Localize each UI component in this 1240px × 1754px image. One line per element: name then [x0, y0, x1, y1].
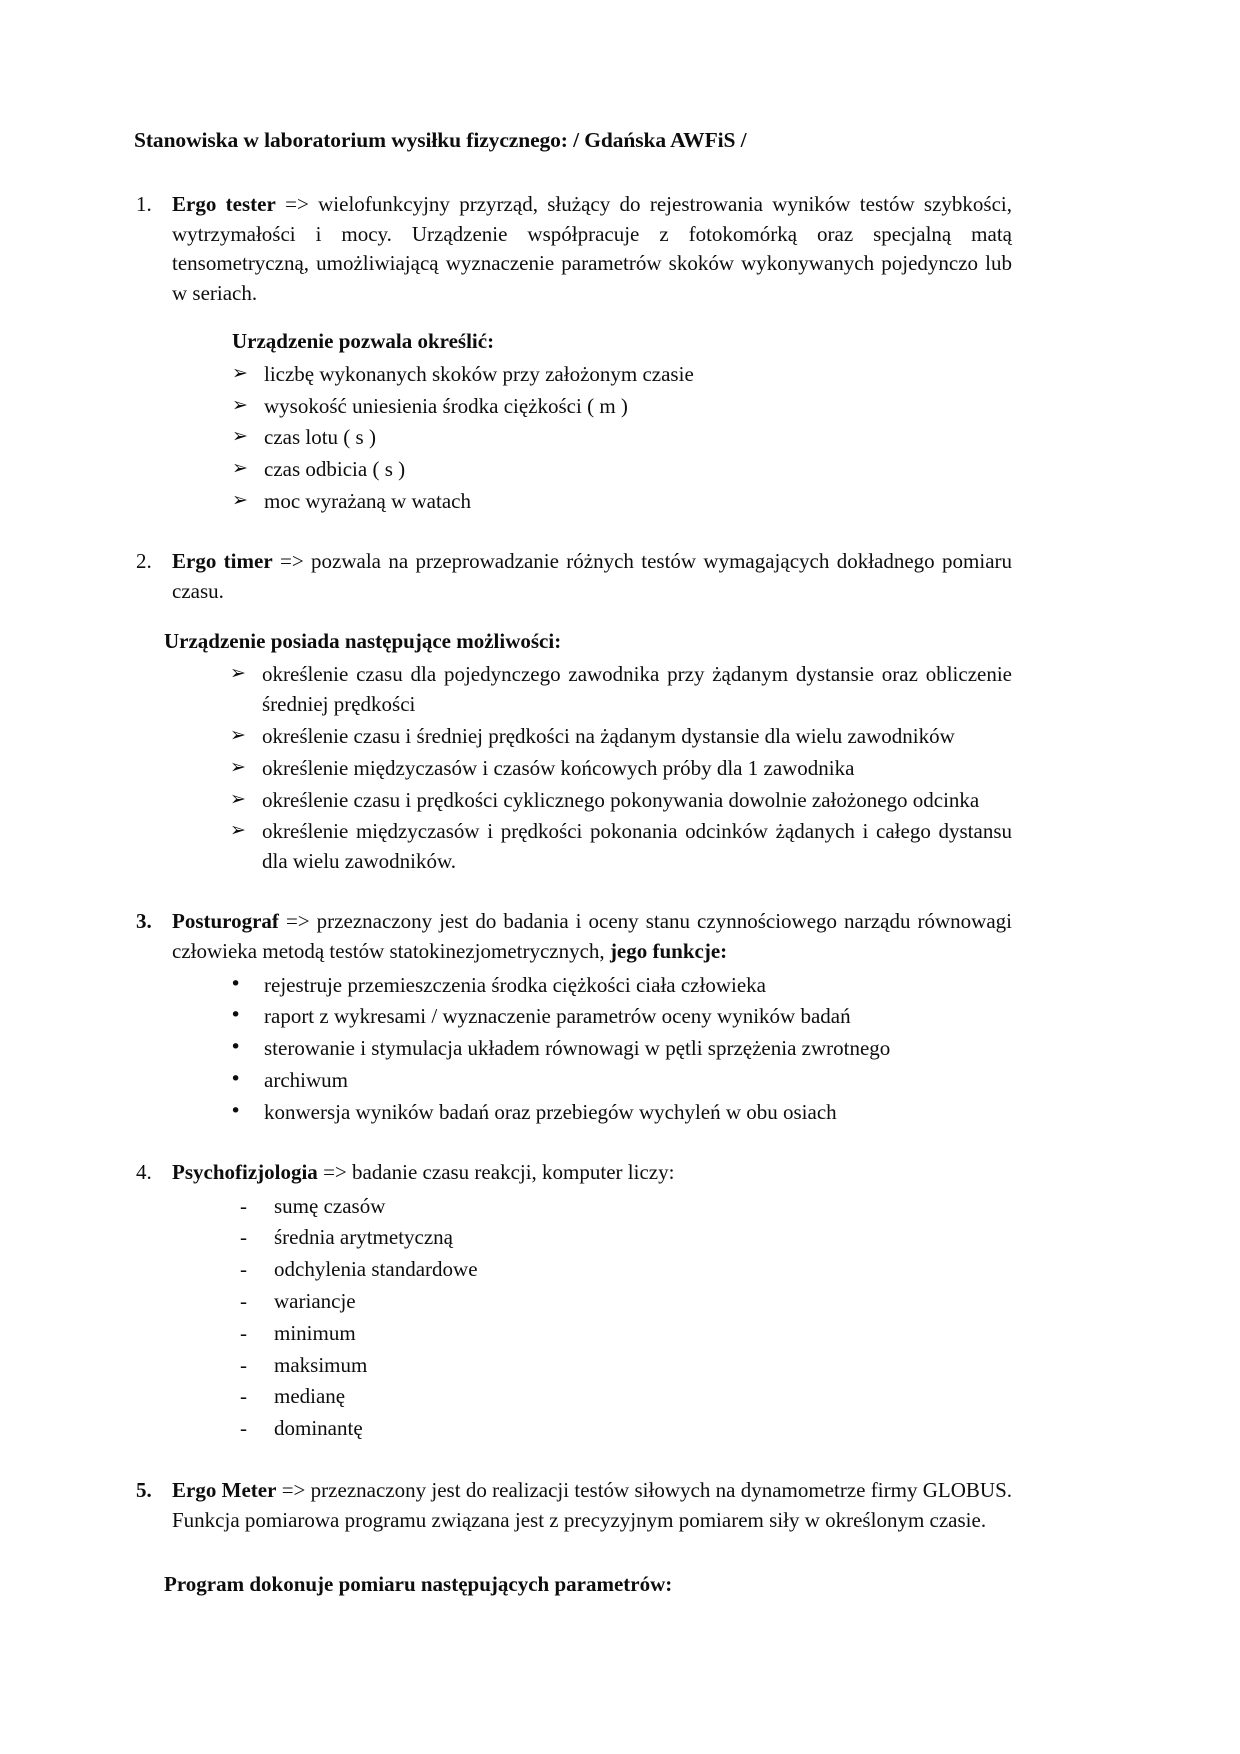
list-item — [230, 754, 1012, 784]
item-text: pozwala na przeprowadzanie różnych testów wymagających dokładnego pomiaru czasu. — [172, 548, 1013, 603]
list-item — [230, 1066, 1012, 1096]
dot-bullet-list — [230, 971, 1012, 1128]
list-item — [230, 971, 1012, 1001]
item-text: przeznaczony jest do badania i oceny stanu czynnościowego narządu równowagi człowieka metodą testów statokinezjometrycznych, — [172, 909, 1012, 963]
item-text-bold-tail: jego funkcje: — [609, 938, 728, 963]
list-item — [232, 455, 1012, 485]
list-item — [240, 1287, 1012, 1317]
list-item-label: dominantę — [274, 1416, 363, 1441]
list-item — [230, 786, 1012, 816]
dot-bullet-icon: • — [230, 1036, 242, 1059]
item-term: Ergo Meter — [172, 1478, 277, 1503]
list-item-label: określenie czasu i średniej prędkości na żądanym dystansie dla wielu zawodników — [262, 723, 955, 748]
section-5 — [134, 1476, 1012, 1536]
dash-bullet-icon: - — [240, 1384, 247, 1409]
arrow-glyph: => — [323, 1159, 347, 1184]
item-number: 1. — [136, 191, 152, 216]
list-item-label: określenie międzyczasów i czasów końcowych próby dla 1 zawodnika — [262, 755, 855, 780]
item-term: Posturograf — [172, 909, 279, 934]
arrow-bullet-icon: ➢ — [232, 489, 248, 512]
item-number: 5. — [136, 1478, 152, 1503]
list-item — [232, 487, 1012, 517]
item-body — [172, 190, 1012, 309]
section-3-sublist — [230, 971, 1012, 1128]
arrow-bullet-icon: ➢ — [230, 662, 246, 685]
list-item-label: określenie międzyczasów i prędkości pokonania odcinków żądanych i całego dystansu dla wielu zawodników. — [262, 819, 1012, 874]
item-body — [172, 547, 1012, 607]
list-item — [230, 722, 1012, 752]
dash-bullet-icon: - — [240, 1225, 247, 1250]
arrow-bullet-icon: ➢ — [230, 787, 246, 810]
list-item — [240, 1192, 1012, 1222]
numbered-item — [134, 190, 1012, 309]
list-item-label: maksimum — [274, 1352, 368, 1377]
list-item-label: rejestruje przemieszczenia środka ciężkości ciała człowieka — [264, 972, 766, 997]
item-body — [172, 1476, 1012, 1536]
list-item — [230, 1002, 1012, 1032]
item-term: Ergo timer — [172, 548, 273, 573]
list-item — [230, 660, 1012, 720]
item-number: 2. — [136, 548, 152, 573]
list-item-label: czas odbicia ( s ) — [264, 457, 406, 482]
arrow-bullet-icon: ➢ — [232, 393, 248, 416]
list-item-label: średnia arytmetyczną — [274, 1225, 453, 1250]
arrow-bullet-list — [230, 660, 1012, 877]
dash-bullet-icon: - — [240, 1257, 247, 1282]
item-number: 3. — [136, 909, 152, 934]
list-item — [232, 392, 1012, 422]
dash-bullet-icon: - — [240, 1288, 247, 1313]
section-2 — [134, 547, 1012, 877]
list-item-label: określenie czasu i prędkości cyklicznego pokonywania dowolnie założonego odcinka — [262, 787, 980, 812]
dash-bullet-icon: - — [240, 1193, 247, 1218]
list-item — [240, 1351, 1012, 1381]
list-item-label: odchylenia standardowe — [274, 1257, 478, 1282]
arrow-glyph: => — [285, 909, 310, 934]
list-item-label: wysokość uniesienia środka ciężkości ( m ) — [264, 393, 628, 418]
arrow-bullet-list — [232, 360, 1012, 517]
list-item — [240, 1319, 1012, 1349]
sublist-heading: Urządzenie posiada następujące możliwości: — [164, 628, 562, 653]
page-title: Stanowiska w laboratorium wysiłku fizycznego: / Gdańska AWFiS / — [134, 128, 747, 152]
list-item-label: moc wyrażaną w watach — [264, 489, 471, 514]
numbered-item — [134, 1158, 1012, 1188]
arrow-bullet-icon: ➢ — [232, 457, 248, 480]
list-item-label: medianę — [274, 1384, 346, 1409]
arrow-bullet-icon: ➢ — [230, 723, 246, 746]
section-4 — [134, 1158, 1012, 1444]
list-item-label: sterowanie i stymulacja układem równowagi w pętli sprzężenia zwrotnego — [264, 1036, 891, 1061]
list-item — [230, 1098, 1012, 1128]
dash-bullet-list — [240, 1192, 1012, 1445]
list-item — [240, 1255, 1012, 1285]
item-text: przeznaczony jest do realizacji testów siłowych na dynamometrze firmy GLOBUS. Funkcja pomiarowa programu związana jest z precyzyjnym pomiarem siły w określonym czasie. — [172, 1478, 1013, 1532]
arrow-bullet-icon: ➢ — [232, 425, 248, 448]
item-text: badanie czasu reakcji, komputer liczy: — [346, 1159, 675, 1184]
item-text: wielofunkcyjny przyrząd, służący do rejestrowania wyników testów szybkości, wytrzymałości i mocy. Urządzenie współpracuje z fotokomórką oraz specjalną matą tensometryczną, umożliwiającą wyznaczenie parametrów skoków wykonywanych pojedynczo lub w seriach. — [172, 191, 1013, 306]
list-item-label: wariancje — [274, 1288, 356, 1313]
list-item-label: sumę czasów — [274, 1193, 386, 1218]
list-item-label: konwersja wyników badań oraz przebiegów wychyleń w obu osiach — [264, 1099, 837, 1124]
arrow-glyph: => — [285, 191, 309, 216]
list-item — [232, 360, 1012, 390]
item-term: Psychofizjologia — [172, 1159, 318, 1184]
list-item-label: czas lotu ( s ) — [264, 425, 376, 450]
dot-bullet-icon: • — [230, 1068, 242, 1091]
dot-bullet-icon: • — [230, 1099, 242, 1122]
arrow-glyph: => — [281, 1478, 306, 1503]
list-item-label: raport z wykresami / wyznaczenie parametrów oceny wyników badań — [264, 1004, 851, 1029]
closing-heading: Program dokonuje pomiaru następujących parametrów: — [164, 1571, 673, 1596]
dash-bullet-icon: - — [240, 1352, 247, 1377]
section-2-sublist — [164, 627, 1012, 878]
arrow-bullet-icon: ➢ — [230, 819, 246, 842]
arrow-bullet-icon: ➢ — [232, 361, 248, 384]
dash-bullet-icon: - — [240, 1320, 247, 1345]
sublist-heading: Urządzenie pozwala określić: — [232, 329, 495, 354]
dot-bullet-icon: • — [230, 972, 242, 995]
list-item-label: minimum — [274, 1320, 356, 1345]
numbered-item — [134, 907, 1012, 967]
item-body — [172, 907, 1012, 967]
numbered-item — [134, 547, 1012, 607]
list-item — [240, 1382, 1012, 1412]
section-1 — [134, 190, 1012, 517]
list-item — [240, 1414, 1012, 1444]
list-item — [230, 817, 1012, 877]
dash-bullet-icon: - — [240, 1416, 247, 1441]
list-item-label: archiwum — [264, 1068, 348, 1093]
item-body — [172, 1158, 1012, 1188]
section-3 — [134, 907, 1012, 1128]
list-item-label: określenie czasu dla pojedynczego zawodnika przy żądanym dystansie oraz obliczenie średniej prędkości — [262, 662, 1012, 717]
numbered-item — [134, 1476, 1012, 1536]
dot-bullet-icon: • — [230, 1004, 242, 1027]
list-item — [240, 1223, 1012, 1253]
arrow-bullet-icon: ➢ — [230, 755, 246, 778]
section-1-sublist — [232, 327, 1012, 517]
list-item — [230, 1034, 1012, 1064]
item-number: 4. — [136, 1159, 152, 1184]
arrow-glyph: => — [280, 548, 304, 573]
list-item — [232, 423, 1012, 453]
item-term: Ergo tester — [172, 191, 276, 216]
section-4-sublist — [240, 1192, 1012, 1445]
list-item-label: liczbę wykonanych skoków przy założonym czasie — [264, 361, 694, 386]
